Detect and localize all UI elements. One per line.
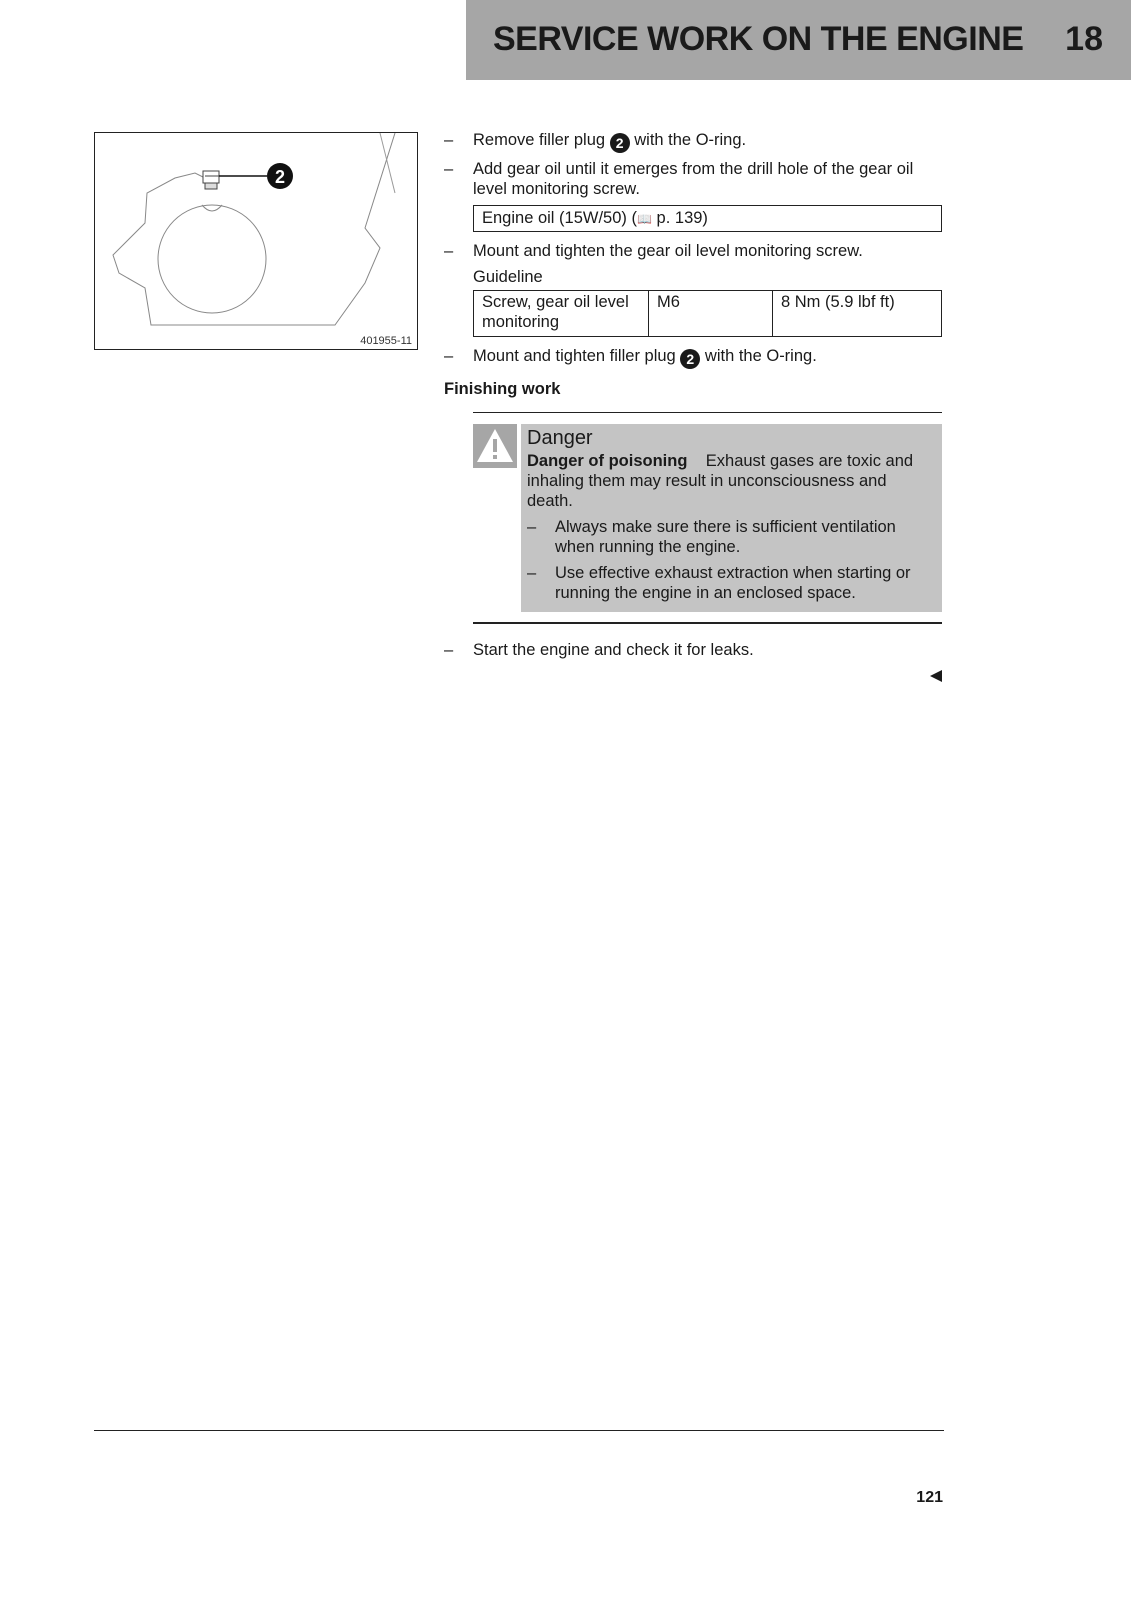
danger-item-ventilation: – Always make sure there is sufficient ventilation when running the engine. (527, 518, 896, 556)
oil-specification-box: Engine oil (15W/50) (📖 p. 139) (473, 205, 942, 232)
danger-description: Danger of poisoning Exhaust gases are toxic and inhaling them may result in unconsciousness and death. (527, 452, 914, 510)
divider-top (473, 412, 942, 413)
chapter-number: 18 (1065, 20, 1103, 58)
divider-bottom (473, 622, 942, 624)
step-add-gear-oil: – Add gear oil until it emerges from the drill hole of the gear oil level monitoring screw. (444, 160, 914, 198)
page-reference-link[interactable]: p. 139) (656, 209, 708, 227)
danger-notice (473, 424, 942, 622)
engine-drawing (95, 133, 419, 351)
chapter-header (466, 0, 1131, 80)
chapter-title: SERVICE WORK ON THE ENGINE (493, 20, 1024, 58)
spec-thread: M6 (649, 291, 773, 337)
danger-item-extraction: – Use effective exhaust extraction when starting or running the engine in an enclosed space. (527, 564, 911, 602)
step-start-engine: – Start the engine and check it for leaks. (444, 641, 754, 659)
callout-number-badge: 2 (610, 133, 630, 153)
table-row (474, 291, 942, 337)
danger-box (521, 424, 942, 612)
step-remove-filler-plug: – Remove filler plug 2 with the O-ring. (444, 131, 747, 151)
end-of-procedure-icon (930, 670, 942, 682)
instruction-content (444, 130, 944, 686)
footer-divider (94, 1430, 944, 1431)
page-number: 121 (916, 1489, 943, 1506)
guideline-label: Guideline (473, 268, 543, 286)
spec-item: Screw, gear oil level monitoring (474, 291, 649, 337)
spec-torque: 8 Nm (5.9 lbf ft) (773, 291, 942, 337)
callout-number: 2 (274, 167, 286, 187)
finishing-work-heading: Finishing work (444, 380, 561, 398)
warning-triangle-icon (473, 424, 517, 468)
torque-spec-table (473, 290, 942, 337)
step-mount-filler-plug: – Mount and tighten filler plug 2 with the O-ring. (444, 347, 817, 367)
step-mount-monitoring-screw: – Mount and tighten the gear oil level monitoring screw. (444, 242, 863, 260)
danger-title: Danger (527, 427, 593, 449)
figure-code: 401955-11 (360, 335, 412, 347)
engine-illustration (94, 132, 418, 350)
callout-number-badge: 2 (680, 349, 700, 369)
book-reference-icon: 📖 (637, 212, 652, 226)
